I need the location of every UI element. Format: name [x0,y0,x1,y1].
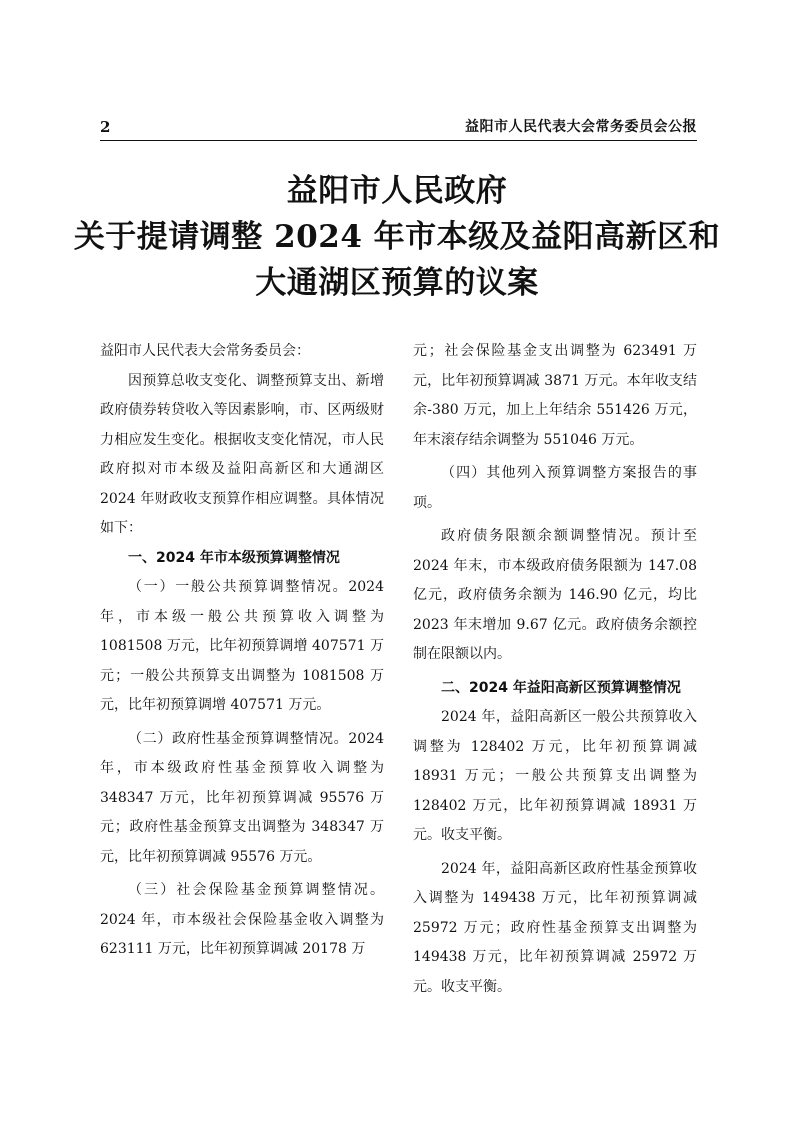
section1-heading: 一、2024 年市本级预算调整情况 [128,549,340,566]
page-number: 2 [100,118,111,136]
hitech-fund-paragraph: 2024 年，益阳高新区政府性基金预算收入调整为 149438 万元，比年初预算调减 25972 万元；政府性基金预算支出调整为 149438 万元，比年初预算调减 25972 万元。收支平衡。 [413,860,697,995]
title-line-3: 大通湖区预算的议案 [255,265,539,301]
debt-paragraph: 政府债务限额余额调整情况。预计至 2024 年末，市本级政府债务限额为 147.08 亿元，政府债务余额为 146.90 亿元，均比 2023 年末增加 9.67 亿元。政府债务余额控制在限额以内。 [413,528,697,662]
hitech-general-paragraph: 2024 年，益阳高新区一般公共预算收入调整为 128402 万元，比年初预算调减 18931 万元；一般公共预算支出调整为 128402 万元，比年初预算调减 18931 万元。收支平衡。 [413,709,697,843]
social-insurance-paragraph: （三）社会保险基金预算调整情况。2024 年，市本级社会保险基金收入调整为 623111 万元，比年初预算调减 20178 万 [100,882,384,957]
left-column [100,337,384,965]
title-line-1: 益阳市人民政府 [286,173,508,209]
general-budget-paragraph: （一）一般公共预算调整情况。2024 年，市本级一般公共预算收入调整为 1081508 万元，比年初预算调增 407571 万元；一般公共预算支出调整为 1081508 万元，比年初预算调增 407571 万元。 [100,579,384,713]
title-line-2: 关于提请调整 2024 年市本级及益阳高新区和 [73,219,721,255]
journal-title: 益阳市人民代表大会常务委员会公报 [465,119,697,135]
intro-paragraph: 因预算总收支变化、调整预算支出、新增政府债券转贷收入等因素影响，市、区两级财力相应发生变化。根据收支变化情况，市人民政府拟对市本级及益阳高新区和大通湖区 2024 年财政收支预算作相应调整。具体情况如下： [100,372,384,536]
right-column [413,337,697,1002]
document-title [60,168,734,306]
header-rule [100,140,697,141]
other-items-paragraph: （四）其他列入预算调整方案报告的事项。 [413,465,697,511]
section2-heading: 二、2024 年益阳高新区预算调整情况 [441,679,681,696]
running-header [100,116,697,138]
fund-budget-paragraph: （二）政府性基金预算调整情况。2024 年，市本级政府性基金预算收入调整为 348347 万元，比年初预算调减 95576 万元；政府性基金预算支出调整为 348347 万元，比年初预算调减 95576 万元。 [100,730,384,865]
social-insurance-continued: 元；社会保险基金支出调整为 623491 万元，比年初预算调减 3871 万元。本年收支结余-380 万元，加上上年结余 551426 万元，年末滚存结余调整为 551046 万元。 [413,343,697,448]
salutation: 益阳市人民代表大会常务委员会： [100,343,310,359]
